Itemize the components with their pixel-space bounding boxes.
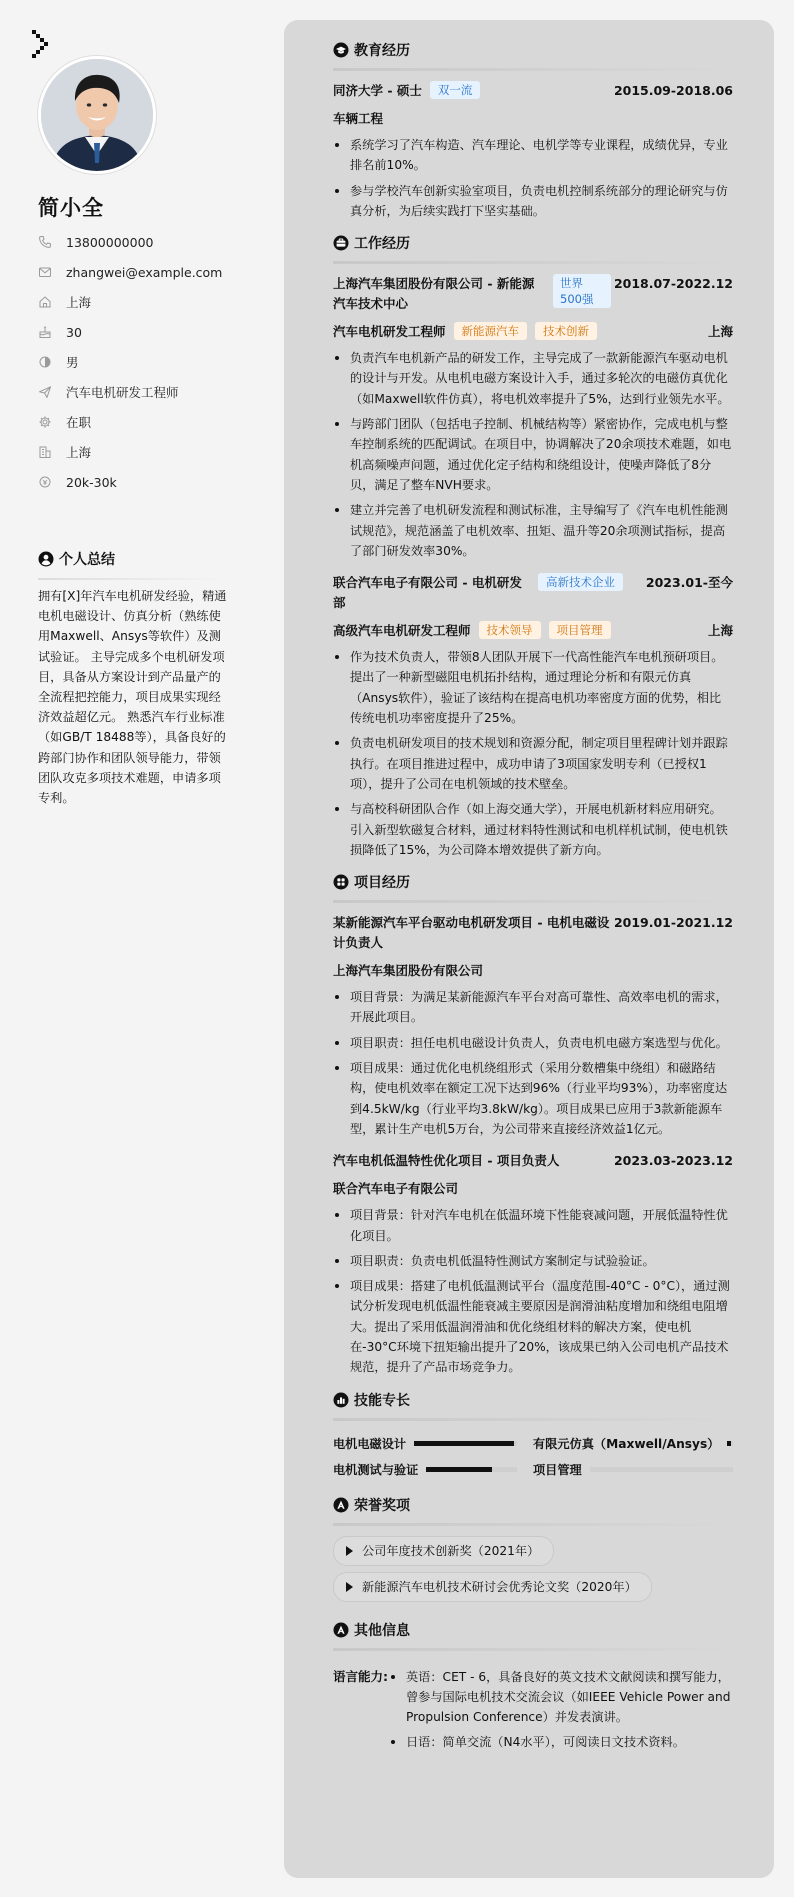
entry-header	[333, 913, 733, 953]
project-org: 上海汽车集团股份有限公司	[333, 963, 484, 979]
entry-org: 联合汽车电子有限公司 - 电机研发部	[333, 575, 522, 611]
building-icon	[38, 445, 52, 459]
project-name: 某新能源汽车平台驱动电机研发项目 - 电机电磁设计负责人	[333, 915, 610, 951]
projects-header	[333, 872, 733, 892]
graduation-cap-icon	[333, 42, 349, 58]
entry-role: 高级汽车电机研发工程师	[333, 623, 471, 639]
gender-icon	[38, 355, 52, 369]
skill-bar-fill	[414, 1441, 514, 1446]
work-section	[333, 233, 733, 860]
caret-right-icon	[346, 1546, 353, 1556]
contact-value: 汽车电机研发工程师	[66, 385, 179, 400]
role-row	[333, 621, 733, 641]
project-entry	[333, 913, 733, 1139]
gear-icon	[38, 415, 52, 429]
contact-phone	[38, 227, 253, 257]
summary-title: 个人总结	[38, 549, 224, 569]
section-divider	[333, 900, 733, 903]
bullet-list	[389, 1667, 733, 1758]
skill-name: 电机测试与验证	[333, 1463, 419, 1478]
bullet-list	[333, 348, 733, 561]
bullet-list	[333, 647, 733, 860]
entry-header	[333, 81, 733, 101]
list-item: 日语：简单交流（N4水平），可阅读日文技术资料。	[389, 1732, 733, 1752]
honors-section	[333, 1495, 733, 1608]
contact-value: 20k-30k	[66, 474, 117, 490]
logo-chevron-icon	[32, 30, 52, 60]
award-icon	[333, 1497, 349, 1513]
honor-item[interactable]	[333, 1536, 554, 1566]
info-icon	[333, 1622, 349, 1638]
contact-value: 在职	[66, 415, 92, 430]
skill-item	[533, 1431, 733, 1457]
role-tag: 项目管理	[549, 621, 611, 639]
role-tag: 技术领导	[479, 621, 541, 639]
entry-date: 2023.01-至今	[645, 575, 733, 591]
main-content	[333, 40, 733, 1770]
cake-icon	[38, 325, 52, 339]
list-item: 项目职责：担任电机电磁设计负责人，负责电机电磁方案选型与优化。	[333, 1033, 733, 1053]
caret-right-icon	[346, 1582, 353, 1592]
org-tag: 世界500强	[553, 274, 611, 308]
list-item: 建立并完善了电机研发流程和测试标准，主导编写了《汽车电机性能测试规范》，规范涵盖了电机效率、扭矩、温升等20余项测试指标，提高了部门研发效率30%。	[333, 500, 733, 561]
contact-job	[38, 377, 253, 407]
skill-item	[333, 1431, 533, 1457]
summary-divider	[38, 578, 224, 580]
contact-value: 上海	[66, 445, 92, 460]
skill-bar-fill	[727, 1441, 731, 1446]
skill-bar	[727, 1441, 733, 1446]
project-org: 联合汽车电子有限公司	[333, 1181, 459, 1197]
list-item: 项目成果：通过优化电机绕组形式（采用分数槽集中绕组）和磁路结构，使电机效率在额定工况下达到96%（行业平均93%），功率密度达到4.5kW/kg（行业平均3.8kW/kg）。项目成果已应用于3款新能源车型，累计生产电机5万台，为公司带来直接经济效益1亿元。	[333, 1058, 733, 1139]
grid-icon	[333, 874, 349, 890]
coin-icon	[38, 475, 52, 489]
work-header	[333, 233, 733, 253]
entry-date: 2018.07-2022.12	[613, 276, 733, 292]
project-entry	[333, 1151, 733, 1377]
section-title: 技能专长	[354, 1392, 410, 1409]
section-title: 工作经历	[354, 236, 410, 253]
education-section	[333, 40, 733, 221]
entry-date: 2019.01-2021.12	[613, 915, 733, 931]
section-title: 荣誉奖项	[354, 1497, 410, 1514]
person-name: 简小全	[38, 196, 104, 220]
skill-name: 项目管理	[533, 1463, 582, 1478]
skills-grid	[333, 1431, 733, 1483]
contact-status	[38, 407, 253, 437]
role-tag: 新能源汽车	[454, 322, 528, 340]
avatar	[38, 56, 156, 174]
bullet-list	[333, 987, 733, 1139]
entry-major: 车辆工程	[333, 111, 384, 126]
contact-list	[38, 227, 253, 497]
other-header	[333, 1620, 733, 1640]
briefcase-icon	[333, 235, 349, 251]
entry-date: 2023.03-2023.12	[613, 1153, 733, 1169]
list-item: 作为技术负责人，带领8人团队开展下一代高性能汽车电机预研项目。提出了一种新型磁阻电机拓扑结构，通过理论分析和有限元仿真（Ansys软件），验证了该结构在提高电机功率密度方面的优势，相比传统电机功率密度提升了25%。	[333, 647, 733, 728]
list-item: 与跨部门团队（包括电子控制、机械结构等）紧密协作，完成电机与整车控制系统的匹配调试。在项目中，协调解决了20余项技术难题，如电机高频噪声问题，通过优化定子结构和绕组设计，使噪声降低了8分贝，满足了整车NVH要求。	[333, 414, 733, 495]
sidebar	[0, 0, 268, 1897]
org-tag: 双一流	[430, 81, 481, 99]
section-divider	[333, 68, 733, 71]
project-name: 汽车电机低温特性优化项目 - 项目负责人	[333, 1153, 560, 1169]
send-icon	[38, 385, 52, 399]
entry-org: 同济大学 - 硕士	[333, 83, 422, 98]
section-divider	[333, 1648, 733, 1651]
honors-header	[333, 1495, 733, 1515]
contact-gender	[38, 347, 253, 377]
education-entry	[333, 81, 733, 221]
role-row	[333, 322, 733, 342]
user-circle-icon	[38, 551, 54, 567]
summary-text: 拥有[X]年汽车电机研发经验，精通电机电磁设计、仿真分析（熟练使用Maxwell、Ansys等软件）及测试验证。 主导完成多个电机研发项目，具备从方案设计到产品量产的全流程把控能力，项目成果实现经济效益超亿元。 熟悉汽车行业标准（如GB/T 18488等），具备良好的跨部门协作和团队领导能力，带领团队攻克多项技术难题，申请多项专利。	[38, 589, 227, 806]
list-item: 项目成果：搭建了电机低温测试平台（温度范围-40°C - 0°C），通过测试分析发现电机低温性能衰减主要原因是润滑油粘度增加和绕组电阻增大。提出了采用低温润滑油和优化绕组材料的解决方案，使电机在-30°C环境下扭矩输出提升了20%，该成果已纳入公司电机产品技术规范，提升了产品市场竞争力。	[333, 1276, 733, 1377]
skill-bar-fill	[426, 1467, 491, 1472]
contact-value: 13800000000	[66, 234, 154, 250]
entry-header	[333, 1151, 733, 1171]
mail-icon	[38, 265, 52, 279]
section-divider	[333, 261, 733, 264]
list-item: 参与学校汽车创新实验室项目，负责电机控制系统部分的理论研究与仿真分析，为后续实践打下坚实基础。	[333, 181, 733, 222]
list-item: 项目背景：为满足某新能源汽车平台对高可靠性、高效率电机的需求，开展此项目。	[333, 987, 733, 1028]
list-item: 项目职责：负责电机低温特性测试方案制定与试验验证。	[333, 1251, 733, 1271]
bar-chart-icon	[333, 1392, 349, 1408]
role-tag: 技术创新	[535, 322, 597, 340]
language-row	[333, 1661, 733, 1758]
skill-bar	[414, 1441, 517, 1446]
contact-age	[38, 317, 253, 347]
skills-section	[333, 1390, 733, 1483]
entry-role: 汽车电机研发工程师	[333, 324, 446, 340]
entry-org: 上海汽车集团股份有限公司 - 新能源汽车技术中心	[333, 276, 535, 312]
contact-value: 30	[66, 324, 82, 340]
main-panel	[284, 20, 774, 1878]
other-section	[333, 1620, 733, 1758]
list-item: 负责汽车电机新产品的研发工作，主导完成了一款新能源汽车驱动电机的设计与开发。从电机电磁方案设计入手，通过多轮次的电磁仿真优化（如Maxwell软件仿真），将电机效率提升了5%，达到行业领先水平。	[333, 348, 733, 409]
bullet-list	[333, 135, 733, 221]
section-title: 项目经历	[354, 875, 410, 892]
honors-list	[333, 1536, 733, 1608]
contact-email	[38, 257, 253, 287]
phone-icon	[38, 235, 52, 249]
list-item: 负责电机研发项目的技术规划和资源分配，制定项目里程碑计划并跟踪执行。在项目推进过程中，成功申请了3项国家发明专利（已授权1项），提升了公司在电机领域的技术壁垒。	[333, 733, 733, 794]
other-label: 语言能力:	[333, 1668, 388, 1684]
entry-location: 上海	[707, 623, 733, 639]
entry-header	[333, 274, 733, 314]
section-title: 其他信息	[354, 1622, 410, 1639]
work-entry	[333, 573, 733, 860]
skill-bar	[590, 1467, 733, 1472]
skills-header	[333, 1390, 733, 1410]
contact-value: 上海	[66, 295, 92, 310]
skill-bar	[426, 1467, 517, 1472]
education-header	[333, 40, 733, 60]
contact-value: zhangwei@example.com	[66, 264, 223, 280]
contact-city	[38, 437, 253, 467]
work-entry	[333, 274, 733, 561]
honor-label: 新能源汽车电机技术研讨会优秀论文奖（2020年）	[362, 1580, 637, 1595]
contact-home	[38, 287, 253, 317]
honor-item[interactable]	[333, 1572, 652, 1602]
summary-header	[38, 549, 224, 580]
projects-section	[333, 872, 733, 1377]
home-icon	[38, 295, 52, 309]
org-tag: 高新技术企业	[538, 573, 623, 591]
entry-location: 上海	[707, 324, 733, 340]
list-item: 与高校科研团队合作（如上海交通大学），开展电机新材料应用研究。引入新型软磁复合材料，通过材料特性测试和电机样机试制，使电机铁损降低了15%，为公司降本增效提供了新方向。	[333, 799, 733, 860]
section-divider	[333, 1523, 733, 1526]
list-item: 系统学习了汽车构造、汽车理论、电机学等专业课程，成绩优异，专业排名前10%。	[333, 135, 733, 176]
skill-item	[533, 1457, 733, 1483]
skill-name: 电机电磁设计	[333, 1437, 407, 1452]
entry-date: 2015.09-2018.06	[613, 83, 733, 98]
avatar-portrait-image	[41, 59, 153, 171]
list-item: 项目背景：针对汽车电机在低温环境下性能衰减问题，开展低温特性优化项目。	[333, 1205, 733, 1246]
section-title: 教育经历	[354, 43, 410, 59]
honor-label: 公司年度技术创新奖（2021年）	[362, 1544, 540, 1559]
skill-item	[333, 1457, 533, 1483]
contact-value: 男	[66, 355, 79, 370]
contact-salary	[38, 467, 253, 497]
section-divider	[333, 1418, 733, 1421]
skill-name: 有限元仿真（Maxwell/Ansys）	[533, 1437, 720, 1452]
entry-header	[333, 573, 733, 613]
bullet-list	[333, 1205, 733, 1377]
list-item: 英语：CET - 6，具备良好的英文技术文献阅读和撰写能力，曾参与国际电机技术交流会议（如IEEE Vehicle Power and Propulsion Conference）并发表演讲。	[389, 1667, 733, 1728]
